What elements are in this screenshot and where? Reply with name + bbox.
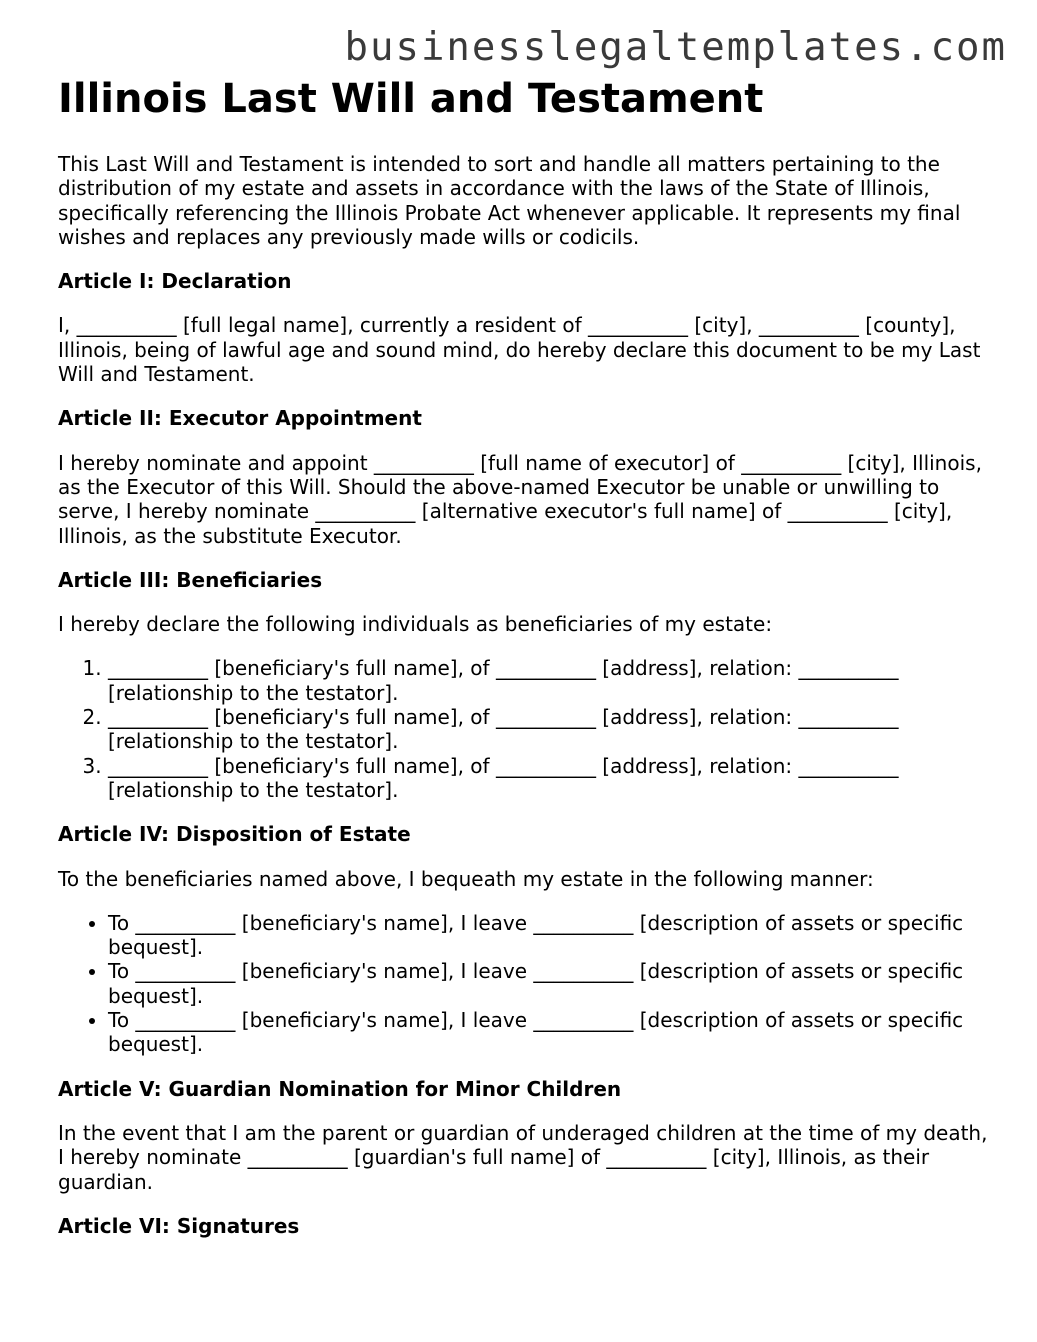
list-item: 1. __________ [beneficiary's full name], of __________ [address], relation: __________ [relationship to the testator]. [108,656,988,705]
list-item: 3. __________ [beneficiary's full name], of __________ [address], relation: __________ [relationship to the testator]. [108,754,988,803]
article-2-heading: Article II: Executor Appointment [58,406,422,431]
disposition-list [58,911,988,1057]
intro-paragraph: This Last Will and Testament is intended to sort and handle all matters pertaining to the distribution of my estate and assets in accordance with the laws of the State of Illinois, specifically referencing the Illinois Probate Act whenever applicable. It represents my final wishes and replaces any previously made wills or codicils. [58,152,961,249]
article-3-text: I hereby declare the following individuals as beneficiaries of my estate: [58,612,773,637]
article-5-heading: Article V: Guardian Nomination for Minor Children [58,1076,622,1101]
document-title: Illinois Last Will and Testament [58,76,764,122]
list-item: • To __________ [beneficiary's name], I leave __________ [description of assets or specific bequest]. [108,1008,988,1057]
article-5-text: In the event that I am the parent or guardian of underaged children at the time of my death, I hereby nominate __________ [guardian's full name] of __________ [city], Illinois, as their guardian. [58,1120,988,1194]
list-item: • To __________ [beneficiary's name], I leave __________ [description of assets or specific bequest]. [108,959,988,1008]
article-1-heading: Article I: Declaration [58,269,292,294]
beneficiaries-list [58,656,988,802]
document-page [58,76,988,1258]
article-2-text: I hereby nominate and appoint __________ [full name of executor] of __________ [city], Illinois, as the Executor of this Will. Should the above-named Executor be unable or unwilling to serve, I hereby nominate __________ [alternative executor's full name] of __________ [city], Illinois, as the substitute Executor. [58,450,982,548]
article-4-heading: Article IV: Disposition of Estate [58,822,411,847]
article-3-heading: Article III: Beneficiaries [58,567,323,592]
article-1-text: I, __________ [full legal name], currently a resident of __________ [city], __________ [county], Illinois, being of lawful age and sound mind, do hereby declare this document to be my Last Will and Testament. [58,313,981,387]
list-item: 2. __________ [beneficiary's full name], of __________ [address], relation: __________ [relationship to the testator]. [108,705,988,754]
list-item: • To __________ [beneficiary's name], I leave __________ [description of assets or specific bequest]. [108,911,988,960]
article-6-heading: Article VI: Signatures [58,1213,300,1238]
site-watermark: businesslegaltemplates.com [344,25,1007,70]
article-4-text: To the beneficiaries named above, I bequeath my estate in the following manner: [58,866,874,891]
